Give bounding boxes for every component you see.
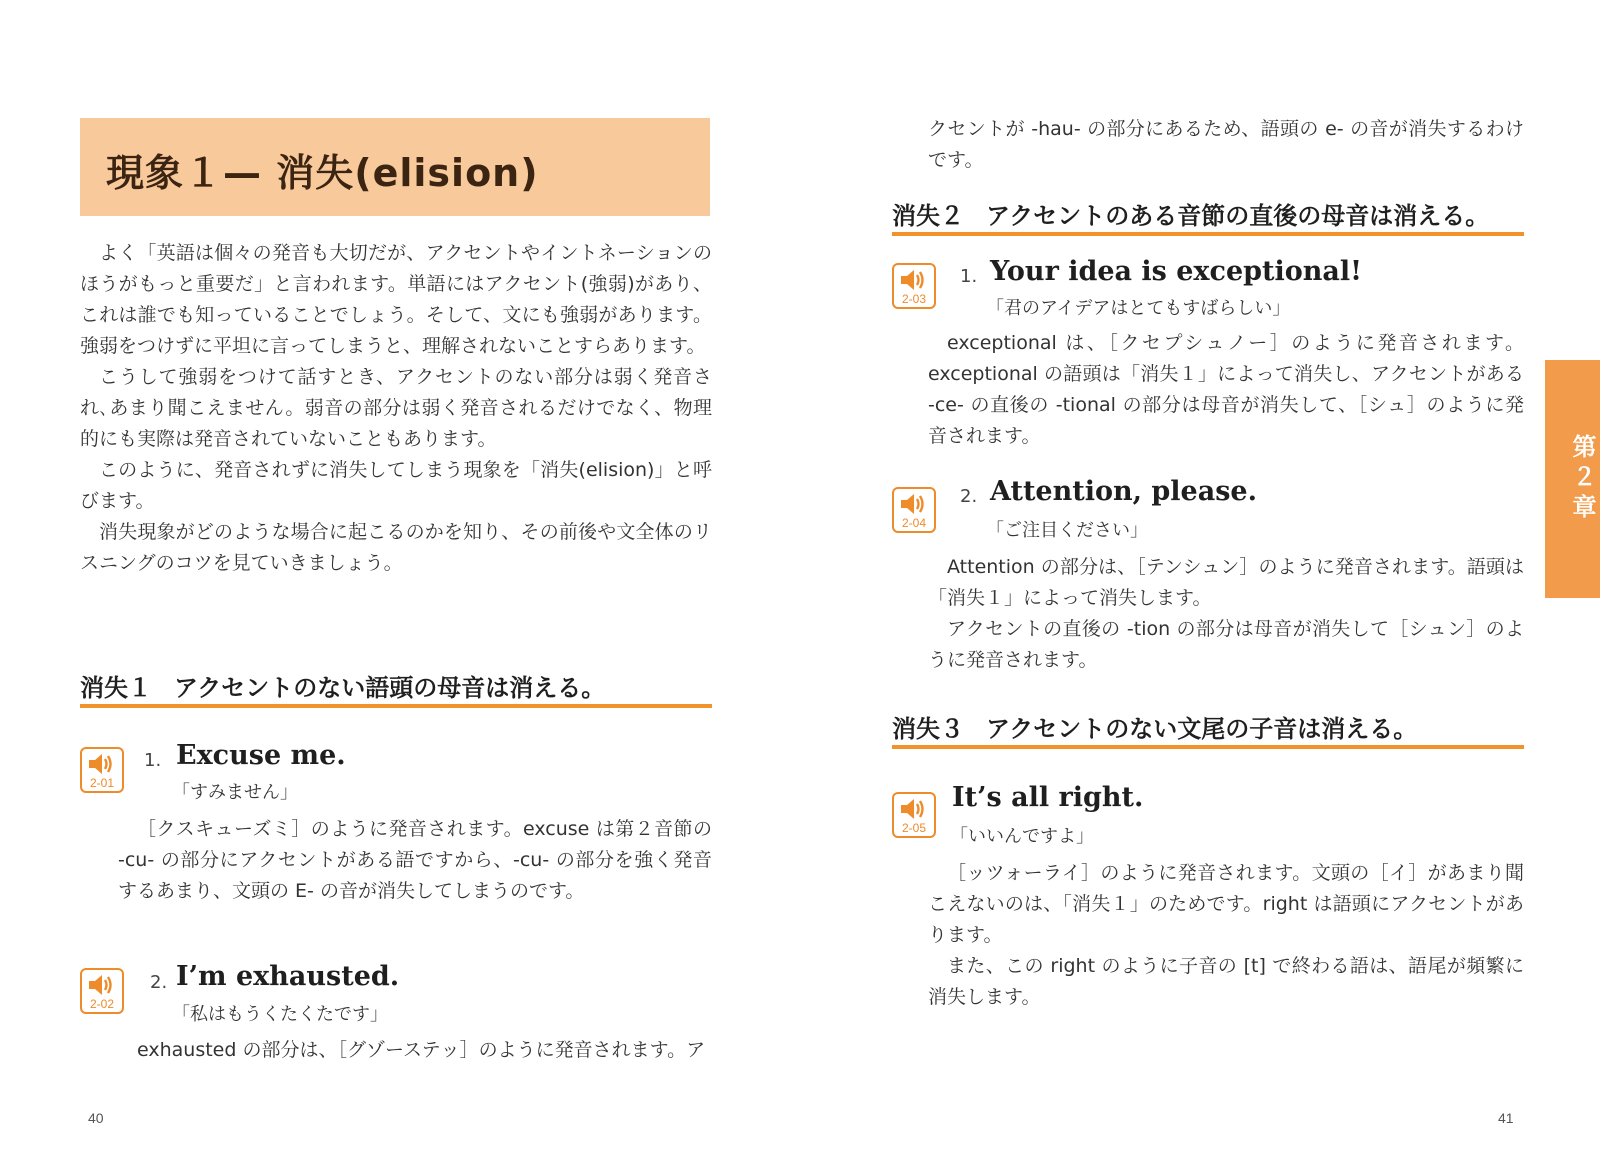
section2-heading	[892, 196, 1524, 236]
section1-title: アクセントのない語頭の母音は消える。	[174, 673, 606, 702]
page-number: 40	[88, 1110, 104, 1126]
audio-track-button[interactable]	[80, 747, 124, 793]
example-number: 2.	[960, 486, 978, 507]
section3-number: 消失３	[892, 715, 964, 743]
example-explanation: exceptional は、［クセプシュノー］のように発音されます。exceptional の語頭は「消失１」によって消失し、アクセントがある -ce- の直後の -tional の部分は母音が消失して、［シュ］のように発音されます。	[928, 332, 1524, 447]
speaker-icon	[87, 752, 117, 776]
example-explanation: exhausted の部分は、［グゾーステッ］のように発音されます。ア	[137, 1039, 706, 1061]
section3-heading	[892, 709, 1524, 749]
section3-title: アクセントのない文尾の子音は消える。	[986, 714, 1418, 743]
section-title-box	[80, 118, 710, 216]
audio-track-code: 2-02	[89, 997, 115, 1011]
example-japanese: 「ご注目ください」	[986, 520, 1148, 541]
example-explanation: Attention の部分は、［テンシュン］のように発音されます。語頭は「消失１」によって消失します。 アクセントの直後の -tion の部分は母音が消失して［シュン］のように発音されます。	[928, 556, 1524, 671]
chapter-tab-label: 第２章	[1568, 434, 1596, 524]
speaker-icon	[87, 973, 117, 997]
example-japanese: 「いいんですよ」	[950, 826, 1094, 847]
continued-text: クセントが -hau- の部分にあるため、語頭の e- の音が消失するわけです。	[928, 118, 1524, 171]
example-english: It’s all right.	[952, 782, 1144, 813]
audio-track-code: 2-05	[901, 821, 927, 835]
intro-paragraph: このように、発音されずに消失してしまう現象を「消失(elision)」と呼びます。	[80, 459, 712, 512]
example-japanese: 「私はもうくたくたです」	[172, 1004, 388, 1025]
audio-track-code: 2-03	[901, 292, 927, 306]
audio-track-button[interactable]	[892, 263, 936, 309]
audio-track-code: 2-01	[89, 776, 115, 790]
example-japanese: 「すみません」	[172, 782, 298, 803]
example-japanese: 「君のアイデアはとてもすばらしい」	[986, 298, 1291, 319]
example-english: Excuse me.	[176, 740, 346, 771]
example-number: 1.	[144, 750, 162, 771]
example-english: I’m exhausted.	[176, 961, 400, 992]
section1-number: 消失１	[80, 674, 152, 702]
example-english: Attention, please.	[990, 476, 1257, 507]
section2-title: アクセントのある音節の直後の母音は消える。	[986, 201, 1490, 230]
intro-paragraph: こうして強弱をつけて話すとき、アクセントのない部分は弱く発音され､あまり聞こえません。弱音の部分は弱く発音されるだけでなく、物理的にも実際は発音されていないこともあります。	[80, 366, 713, 450]
intro-text	[80, 238, 712, 579]
speaker-icon	[899, 268, 929, 292]
speaker-icon	[899, 797, 929, 821]
audio-track-button[interactable]	[892, 487, 936, 533]
intro-paragraph: 消失現象がどのような場合に起こるのかを知り、その前後や文全体のリスニングのコツを見ていきましょう。	[80, 521, 712, 574]
example-number: 1.	[960, 266, 978, 287]
example-number: 2.	[150, 972, 168, 993]
chapter-tab	[1545, 360, 1600, 598]
example-explanation: ［ッツォーライ］のように発音されます。文頭の［イ］があまり聞こえないのは、「消失１」のためです。right は語頭にアクセントがあります。 また、この right のように子音の [t] で終わる語は、語尾が頻繁に消失します。	[928, 862, 1524, 1008]
audio-track-button[interactable]	[892, 792, 936, 838]
audio-track-code: 2-04	[901, 516, 927, 530]
page-title: 現象１— 消失(elision)	[106, 151, 539, 195]
section1-heading	[80, 668, 712, 708]
audio-track-button[interactable]	[80, 968, 124, 1014]
example-english: Your idea is exceptional!	[990, 256, 1363, 287]
example-explanation: ［クスキューズミ］のように発音されます。excuse は第２音節の -cu- の部分にアクセントがある語ですから、-cu- の部分を強く発音するあまり、文頭の E- の音が消失してしまうのです。	[118, 818, 712, 902]
intro-paragraph: よく「英語は個々の発音も大切だが、アクセントやイントネーションのほうがもっと重要だ」と言われます。単語にはアクセント(強弱)があり、これは誰でも知っていることでしょう。そして、文にも強弱があります。強弱をつけずに平坦に言ってしまうと、理解されないことすらあります。	[80, 242, 712, 357]
right-page	[800, 0, 1600, 1175]
section2-number: 消失２	[892, 202, 964, 230]
page-number: 41	[1498, 1110, 1514, 1126]
speaker-icon	[899, 492, 929, 516]
